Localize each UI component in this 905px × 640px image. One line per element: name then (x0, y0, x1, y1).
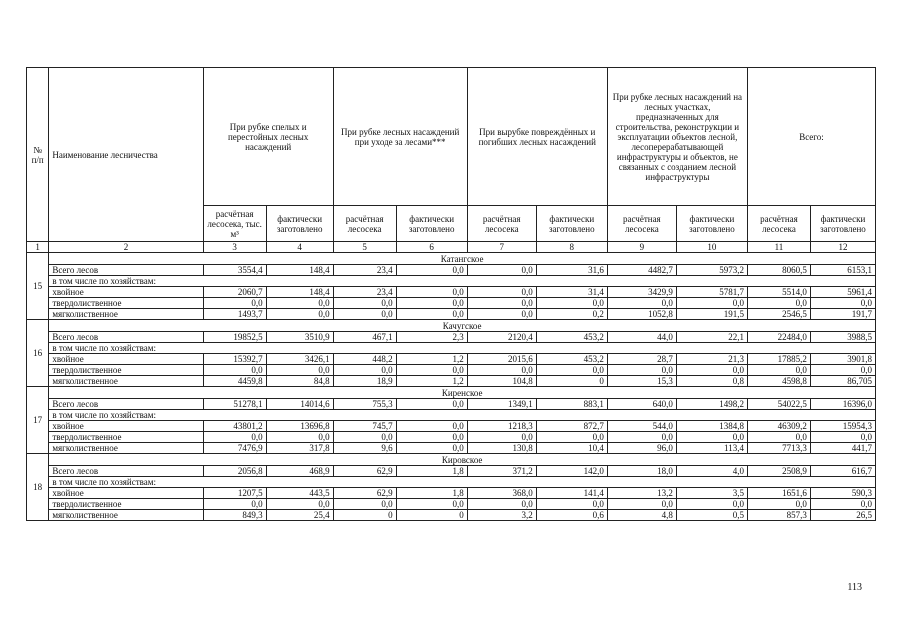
table-cell: 13,2 (607, 488, 676, 499)
table-cell: 1052,8 (607, 309, 676, 320)
table-cell: 0,0 (396, 443, 467, 454)
table-cell: 0 (536, 376, 607, 387)
table-cell: 0,6 (536, 510, 607, 521)
table-cell: 745,7 (333, 421, 396, 432)
district-row (27, 253, 876, 265)
table-row (27, 376, 876, 387)
table-cell: 0,0 (467, 287, 536, 298)
table-cell: 22,1 (676, 332, 747, 343)
table-cell: 0,0 (676, 499, 747, 510)
table-row (27, 399, 876, 410)
table-cell: 453,2 (536, 332, 607, 343)
table-cell: 0,0 (536, 365, 607, 376)
table-cell: 0,0 (396, 365, 467, 376)
row-label: хвойное (49, 488, 203, 499)
table-cell: 0,0 (467, 309, 536, 320)
table-cell: 1218,3 (467, 421, 536, 432)
empty-cell (203, 276, 875, 287)
table-row (27, 276, 876, 287)
table-cell: 0,0 (396, 309, 467, 320)
table-cell: 0,0 (266, 365, 333, 376)
table-cell: 849,3 (203, 510, 266, 521)
table-cell: 191,5 (676, 309, 747, 320)
table-row (27, 477, 876, 488)
table-cell: 148,4 (266, 265, 333, 276)
row-label: твердолиственное (49, 365, 203, 376)
table-cell: 5961,4 (810, 287, 875, 298)
table-cell: 0,0 (266, 432, 333, 443)
table-cell: 31,6 (536, 265, 607, 276)
table-cell: 44,0 (607, 332, 676, 343)
row-label: твердолиственное (49, 298, 203, 309)
table-cell: 5781,7 (676, 287, 747, 298)
table-row (27, 432, 876, 443)
table-cell: 3988,5 (810, 332, 875, 343)
table-cell: 2015,6 (467, 354, 536, 365)
table-cell: 6153,1 (810, 265, 875, 276)
table-cell: 0,5 (676, 510, 747, 521)
column-number: 1 (27, 242, 49, 253)
table-cell: 0,0 (810, 432, 875, 443)
table-cell: 96,0 (607, 443, 676, 454)
table-cell: 3,5 (676, 488, 747, 499)
row-label: Всего лесов (49, 265, 203, 276)
table-cell: 0,0 (747, 298, 810, 309)
row-number: 15 (27, 253, 49, 320)
table-cell: 2060,7 (203, 287, 266, 298)
column-number: 6 (396, 242, 467, 253)
table-row (27, 287, 876, 298)
table-cell: 0,0 (536, 432, 607, 443)
table-cell: 0,0 (467, 265, 536, 276)
column-number: 5 (333, 242, 396, 253)
table-cell: 1207,5 (203, 488, 266, 499)
table-cell: 23,4 (333, 287, 396, 298)
table-cell: 9,6 (333, 443, 396, 454)
table-cell: 0,0 (810, 365, 875, 376)
table-cell: 0,0 (536, 298, 607, 309)
table-cell: 0,0 (396, 287, 467, 298)
table-cell: 1,8 (396, 488, 467, 499)
table-cell: 26,5 (810, 510, 875, 521)
table-row (27, 265, 876, 276)
table-cell: 0,0 (747, 432, 810, 443)
table-row (27, 343, 876, 354)
table-cell: 0,0 (333, 432, 396, 443)
table-cell: 590,3 (810, 488, 875, 499)
table-cell: 0,0 (676, 365, 747, 376)
harvest-table (26, 67, 876, 521)
table-cell: 0,0 (333, 365, 396, 376)
table-cell: 17885,2 (747, 354, 810, 365)
row-label: в том числе по хозяйствам: (49, 276, 203, 287)
table-cell: 0,0 (203, 298, 266, 309)
table-body (27, 253, 876, 521)
table-cell: 15,3 (607, 376, 676, 387)
table-cell: 0,0 (203, 365, 266, 376)
table-cell: 43801,2 (203, 421, 266, 432)
subheader-fact: фактически заготовлено (676, 206, 747, 242)
table-cell: 1,2 (396, 376, 467, 387)
column-number: 4 (266, 242, 333, 253)
table-cell: 84,8 (266, 376, 333, 387)
row-label: хвойное (49, 287, 203, 298)
district-row (27, 454, 876, 466)
table-cell: 13696,8 (266, 421, 333, 432)
table-cell: 148,4 (266, 287, 333, 298)
table-cell: 0 (396, 510, 467, 521)
table-cell: 19852,5 (203, 332, 266, 343)
table-cell: 0,0 (467, 298, 536, 309)
table-cell: 14014,6 (266, 399, 333, 410)
table-cell: 18,0 (607, 466, 676, 477)
table-cell: 1493,7 (203, 309, 266, 320)
table-cell: 104,8 (467, 376, 536, 387)
table-cell: 16396,0 (810, 399, 875, 410)
table-row (27, 499, 876, 510)
table-cell: 448,2 (333, 354, 396, 365)
table-row (27, 354, 876, 365)
table-cell: 28,7 (607, 354, 676, 365)
row-number: 17 (27, 387, 49, 454)
table-row (27, 332, 876, 343)
table-cell: 0,8 (676, 376, 747, 387)
table-cell: 371,2 (467, 466, 536, 477)
subheader-calc: расчётная лесосека (467, 206, 536, 242)
table-cell: 5514,0 (747, 287, 810, 298)
table-cell: 0,0 (333, 298, 396, 309)
table-cell: 130,8 (467, 443, 536, 454)
table-cell: 4,0 (676, 466, 747, 477)
table-row (27, 510, 876, 521)
table-cell: 18,9 (333, 376, 396, 387)
table-cell: 25,4 (266, 510, 333, 521)
table-cell: 467,1 (333, 332, 396, 343)
table-cell: 1349,1 (467, 399, 536, 410)
row-label: в том числе по хозяйствам: (49, 477, 203, 488)
header-group-mature: При рубке спелых и перестойных лесных насаждений (203, 68, 333, 206)
table-cell: 0,0 (396, 432, 467, 443)
column-number: 11 (747, 242, 810, 253)
empty-cell (203, 343, 875, 354)
subheader-fact: фактически заготовлено (810, 206, 875, 242)
row-label: твердолиственное (49, 432, 203, 443)
table-cell: 0,0 (536, 499, 607, 510)
table-cell: 3510,9 (266, 332, 333, 343)
header-group-damaged: При вырубке повреждённых и погибших лесных насаждений (467, 68, 607, 206)
table-row (27, 488, 876, 499)
table-row (27, 421, 876, 432)
table-cell: 755,3 (333, 399, 396, 410)
table-cell: 857,3 (747, 510, 810, 521)
table-cell: 0,0 (747, 365, 810, 376)
table-row (27, 365, 876, 376)
table-cell: 0,0 (266, 309, 333, 320)
table-cell: 1651,6 (747, 488, 810, 499)
table-cell: 368,0 (467, 488, 536, 499)
district-row (27, 387, 876, 399)
table-cell: 3426,1 (266, 354, 333, 365)
column-number: 2 (49, 242, 203, 253)
district-row (27, 320, 876, 332)
subheader-calc: расчётная лесосека, тыс. м³ (203, 206, 266, 242)
table-cell: 3,2 (467, 510, 536, 521)
table-cell: 142,0 (536, 466, 607, 477)
table-cell: 4459,8 (203, 376, 266, 387)
table-cell: 468,9 (266, 466, 333, 477)
table-cell: 317,8 (266, 443, 333, 454)
subheader-fact: фактически заготовлено (266, 206, 333, 242)
row-label: Всего лесов (49, 466, 203, 477)
empty-cell (203, 477, 875, 488)
row-number: 18 (27, 454, 49, 521)
table-cell: 0,0 (266, 499, 333, 510)
table-cell: 2056,8 (203, 466, 266, 477)
table-cell: 86,705 (810, 376, 875, 387)
row-label: мягколиственное (49, 309, 203, 320)
table-cell: 62,9 (333, 466, 396, 477)
row-label: хвойное (49, 354, 203, 365)
header-group-infrastructure: При рубке лесных насаждений на лесных участках, предназначенных для строительства, реконструкции и эксплуатации объектов лесной, лесоперерабатывающей инфраструктуры и объектов, не связанных с созданием лесной инфраструктуры (607, 68, 747, 206)
table-cell: 15954,3 (810, 421, 875, 432)
table-cell: 0,0 (747, 499, 810, 510)
table-cell: 0,0 (810, 298, 875, 309)
table-cell: 2546,5 (747, 309, 810, 320)
table-cell: 23,4 (333, 265, 396, 276)
table-cell: 191,7 (810, 309, 875, 320)
table-cell: 453,2 (536, 354, 607, 365)
table-cell: 0,0 (607, 432, 676, 443)
row-number: 16 (27, 320, 49, 387)
table-cell: 2508,9 (747, 466, 810, 477)
table-cell: 15392,7 (203, 354, 266, 365)
table-row (27, 309, 876, 320)
table-cell: 0 (333, 510, 396, 521)
table-cell: 0,0 (676, 432, 747, 443)
table-cell: 0,0 (396, 421, 467, 432)
row-label: мягколиственное (49, 376, 203, 387)
table-cell: 0,0 (266, 298, 333, 309)
table-cell: 0,0 (607, 365, 676, 376)
table-cell: 1384,8 (676, 421, 747, 432)
header-group-total: Всего: (747, 68, 875, 206)
header-col-number: № п/п (27, 68, 49, 242)
table-header (27, 68, 876, 253)
subheader-calc: расчётная лесосека (333, 206, 396, 242)
table-cell: 0,0 (467, 432, 536, 443)
table-cell: 616,7 (810, 466, 875, 477)
row-label: Всего лесов (49, 332, 203, 343)
table-cell: 544,0 (607, 421, 676, 432)
subheader-calc: расчётная лесосека (607, 206, 676, 242)
district-name: Киренское (49, 387, 876, 399)
column-number: 10 (676, 242, 747, 253)
subheader-fact: фактически заготовлено (536, 206, 607, 242)
table-cell: 3429,9 (607, 287, 676, 298)
table-row (27, 443, 876, 454)
row-label: твердолиственное (49, 499, 203, 510)
row-label: мягколиственное (49, 510, 203, 521)
table-cell: 441,7 (810, 443, 875, 454)
table-cell: 4482,7 (607, 265, 676, 276)
row-label: Всего лесов (49, 399, 203, 410)
table-cell: 7476,9 (203, 443, 266, 454)
district-name: Катангское (49, 253, 876, 265)
row-label: хвойное (49, 421, 203, 432)
table-cell: 4,8 (607, 510, 676, 521)
table-cell: 872,7 (536, 421, 607, 432)
table-cell: 1,2 (396, 354, 467, 365)
table-cell: 51278,1 (203, 399, 266, 410)
row-label: в том числе по хозяйствам: (49, 410, 203, 421)
subheader-calc: расчётная лесосека (747, 206, 810, 242)
table-cell: 31,4 (536, 287, 607, 298)
table-cell: 0,0 (203, 432, 266, 443)
subheader-fact: фактически заготовлено (396, 206, 467, 242)
table-cell: 0,0 (607, 298, 676, 309)
table-cell: 0,0 (607, 499, 676, 510)
row-label: мягколиственное (49, 443, 203, 454)
empty-cell (203, 410, 875, 421)
table-cell: 46309,2 (747, 421, 810, 432)
table-cell: 2120,4 (467, 332, 536, 343)
column-number: 8 (536, 242, 607, 253)
table-row (27, 466, 876, 477)
table-cell: 0,0 (333, 499, 396, 510)
table-cell: 3554,4 (203, 265, 266, 276)
table-cell: 0,0 (676, 298, 747, 309)
table-cell: 22484,0 (747, 332, 810, 343)
table-cell: 0,0 (467, 365, 536, 376)
row-label: в том числе по хозяйствам: (49, 343, 203, 354)
table-cell: 0,2 (536, 309, 607, 320)
table-cell: 4598,8 (747, 376, 810, 387)
table-cell: 0,0 (467, 499, 536, 510)
column-number: 12 (810, 242, 875, 253)
table-cell: 0,0 (333, 309, 396, 320)
table-cell: 1498,2 (676, 399, 747, 410)
header-group-thinning: При рубке лесных насаждений при уходе за лесами*** (333, 68, 467, 206)
table-cell: 443,5 (266, 488, 333, 499)
table-cell: 8060,5 (747, 265, 810, 276)
table-cell: 0,0 (396, 298, 467, 309)
table-cell: 5973,2 (676, 265, 747, 276)
column-number: 3 (203, 242, 266, 253)
column-number-row (27, 242, 876, 253)
page-number: 113 (847, 582, 862, 593)
table-cell: 113,4 (676, 443, 747, 454)
table-cell: 640,0 (607, 399, 676, 410)
district-name: Кировское (49, 454, 876, 466)
table-cell: 54022,5 (747, 399, 810, 410)
table-cell: 883,1 (536, 399, 607, 410)
table-row (27, 298, 876, 309)
district-name: Качугское (49, 320, 876, 332)
table-cell: 0,0 (396, 399, 467, 410)
column-number: 9 (607, 242, 676, 253)
table-cell: 21,3 (676, 354, 747, 365)
table-cell: 141,4 (536, 488, 607, 499)
table-cell: 2,3 (396, 332, 467, 343)
table-cell: 0,0 (396, 265, 467, 276)
table-cell: 7713,3 (747, 443, 810, 454)
table-cell: 0,0 (203, 499, 266, 510)
table-cell: 1,8 (396, 466, 467, 477)
table-cell: 62,9 (333, 488, 396, 499)
column-number: 7 (467, 242, 536, 253)
table-cell: 10,4 (536, 443, 607, 454)
table-row (27, 410, 876, 421)
table-cell: 0,0 (810, 499, 875, 510)
table-cell: 3901,8 (810, 354, 875, 365)
header-col-name: Наименование лесничества (49, 68, 203, 242)
table-cell: 0,0 (396, 499, 467, 510)
